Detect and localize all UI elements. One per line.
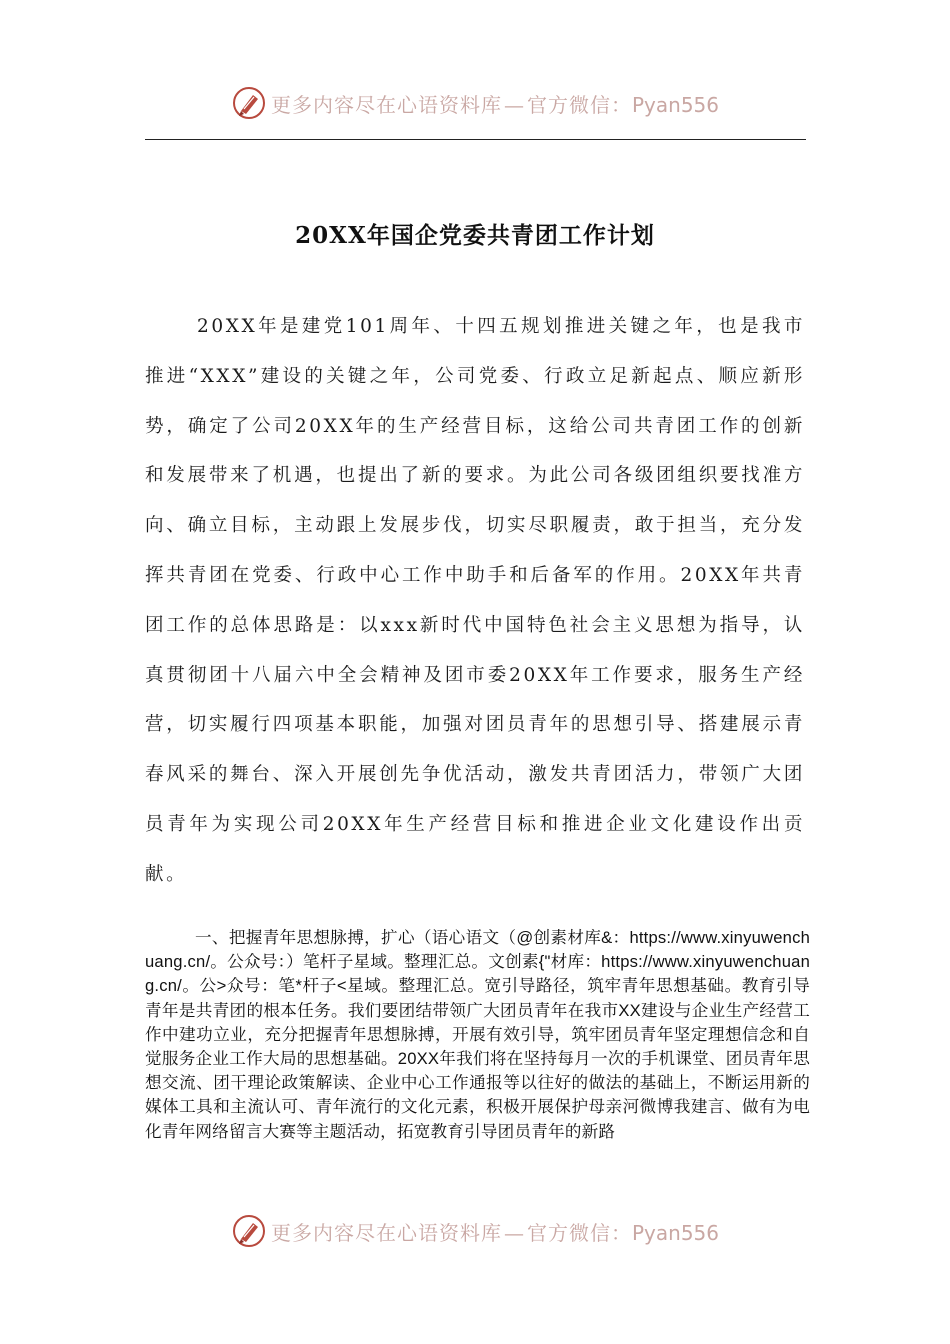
body-paragraph-1: 20XX年是建党101周年、十四五规划推进关键之年，也是我市推进“XXX”建设的关键之年，公司党委、行政立足新起点、顺应新形势，确定了公司20XX年的生产经营目标，这给公司共青团工作的创新和发展带来了机遇，也提出了新的要求。为此公司各级团组织要找准方向、确立目标，主动跟上发展步伐，切实尽职履责，敢于担当，充分发挥共青团在党委、行政中心工作中助手和后备军的作用。20XX年共青团工作的总体思路是：以xxx新时代中国特色社会主义思想为指导，认真贯彻团十八届六中全会精神及团市委20XX年工作要求，服务生产经营，切实履行四项基本职能，加强对团员青年的思想引导、搭建展示青春风采的舞台、深入开展创先争优活动，激发共青团活力，带领广大团员青年为实现公司20XX年生产经营目标和推进企业文化建设作出贡献。	[145, 316, 805, 885]
pen-nib-logo-icon	[231, 85, 267, 121]
body-paragraph-2: 一、把握青年思想脉搏，扩心（语心语文（@创素材库&：https://www.xinyuwenchuang.cn/。公众号：）笔杆子星域。整理汇总。文创素{"材库：https://www.xinyuwenchuang.cn/。公>众号：笔*杆子<星域。整理汇总。宽引导路径，筑牢青年思想基础。教育引导青年是共青团的根本任务。我们要团结带领广大团员青年在我市XX建设与企业生产经营工作中建功立业，充分把握青年思想脉搏，开展有效引导，筑牢团员青年坚定理想信念和自觉服务企业工作大局的思想基础。20XX年我们将在坚持每月一次的手机课堂、团员青年思想交流、团干理论政策解读、企业中心工作通报等以往好的做法的基础上，不断运用新的媒体工具和主流认可、青年流行的文化元素，积极开展保护母亲河微博我建言、做有为电化青年网络留言大赛等主题活动，拓宽教育引导团员青年的新路	[145, 928, 810, 1141]
header-divider	[145, 139, 806, 140]
footer-banner	[0, 1206, 950, 1256]
banner-text: 更多内容尽在心语资料库 — 官方微信：Pyan556	[270, 92, 719, 117]
banner-text: 更多内容尽在心语资料库 — 官方微信：Pyan556	[270, 1220, 719, 1245]
wechat-id: Pyan556	[631, 92, 719, 117]
pen-nib-logo-icon	[231, 1213, 267, 1249]
wechat-id: Pyan556	[631, 1220, 719, 1245]
document-title: 20XX年国企党委共青团工作计划	[295, 222, 655, 249]
header-banner	[0, 78, 950, 128]
